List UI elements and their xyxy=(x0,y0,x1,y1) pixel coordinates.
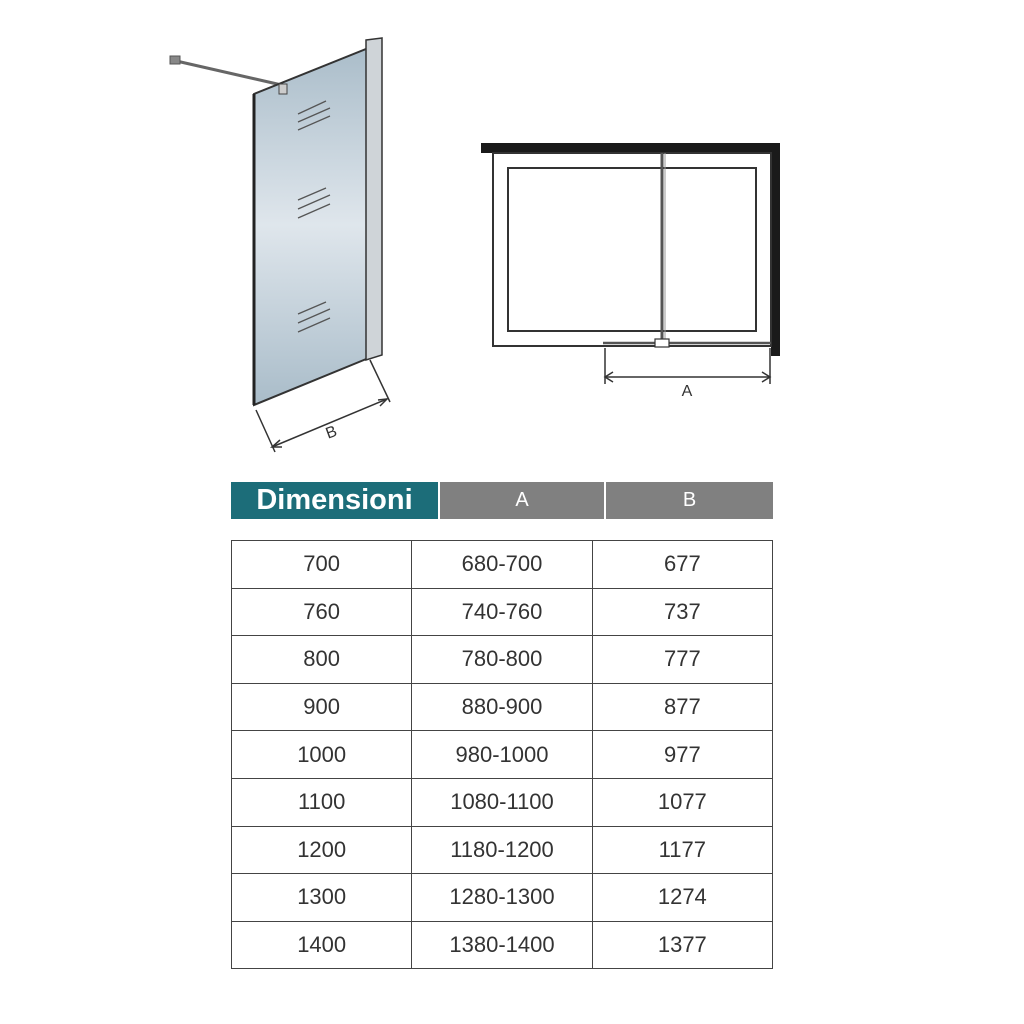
cell-b: 677 xyxy=(592,541,772,589)
wall-profile xyxy=(366,38,382,360)
cell-b: 877 xyxy=(592,683,772,731)
header-dimensioni: Dimensioni xyxy=(231,482,438,519)
wall-top xyxy=(481,143,780,153)
cell-b: 977 xyxy=(592,731,772,779)
cell-a: 680-700 xyxy=(412,541,592,589)
table-row xyxy=(232,588,773,636)
cell-a: 1180-1200 xyxy=(412,826,592,874)
cell-b: 1274 xyxy=(592,874,772,922)
table-row xyxy=(232,683,773,731)
cell-b: 1177 xyxy=(592,826,772,874)
cell-size: 1200 xyxy=(232,826,412,874)
cell-b: 1077 xyxy=(592,778,772,826)
cell-b: 777 xyxy=(592,636,772,684)
cell-size: 1400 xyxy=(232,921,412,969)
support-arm xyxy=(172,60,286,86)
plan-view xyxy=(481,143,780,400)
dimension-a xyxy=(605,348,770,384)
glass-pane xyxy=(254,45,376,405)
label-b: B xyxy=(323,422,340,443)
table-row xyxy=(232,731,773,779)
cell-size: 900 xyxy=(232,683,412,731)
cell-size: 760 xyxy=(232,588,412,636)
cell-a: 780-800 xyxy=(412,636,592,684)
wall-right xyxy=(771,143,780,356)
cell-size: 800 xyxy=(232,636,412,684)
table-row xyxy=(232,636,773,684)
tray-outer xyxy=(493,153,771,346)
wall-bracket xyxy=(170,56,180,64)
cell-b: 737 xyxy=(592,588,772,636)
cell-a: 880-900 xyxy=(412,683,592,731)
table-row xyxy=(232,826,773,874)
cell-b: 1377 xyxy=(592,921,772,969)
cell-size: 1100 xyxy=(232,778,412,826)
cell-size: 1000 xyxy=(232,731,412,779)
table-row xyxy=(232,921,773,969)
cell-a: 1380-1400 xyxy=(412,921,592,969)
cell-a: 980-1000 xyxy=(412,731,592,779)
dimensions-table xyxy=(231,540,773,969)
header-a: A xyxy=(440,482,604,519)
header-b: B xyxy=(606,482,773,519)
plan-clamp xyxy=(655,339,669,347)
arm-clamp xyxy=(279,84,287,94)
shower-screen-diagram xyxy=(0,0,1024,470)
label-a: A xyxy=(681,383,693,400)
cell-size: 1300 xyxy=(232,874,412,922)
table-row xyxy=(232,778,773,826)
cell-size: 700 xyxy=(232,541,412,589)
table-row xyxy=(232,541,773,589)
glass-panel-perspective xyxy=(170,38,390,452)
cell-a: 1080-1100 xyxy=(412,778,592,826)
cell-a: 740-760 xyxy=(412,588,592,636)
table-row xyxy=(232,874,773,922)
tray-inner xyxy=(508,168,756,331)
cell-a: 1280-1300 xyxy=(412,874,592,922)
